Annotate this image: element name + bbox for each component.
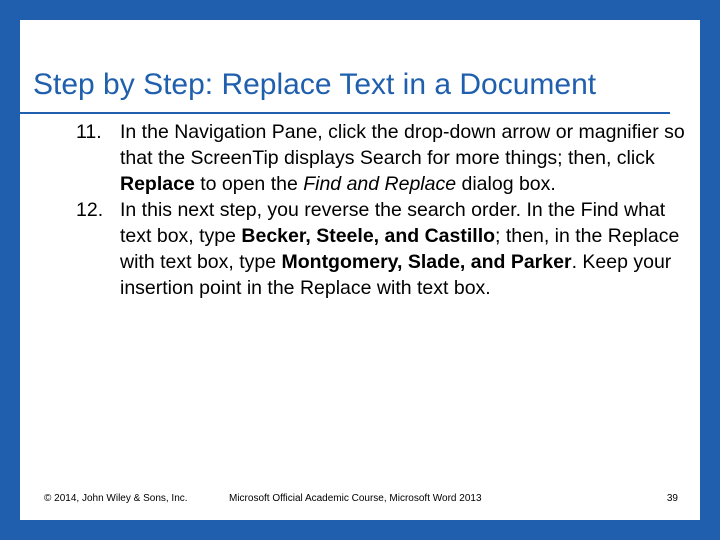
footer-course: Microsoft Official Academic Course, Microsoft Word 2013 — [229, 493, 482, 504]
step-item — [76, 119, 686, 197]
step-number: 11. — [76, 121, 102, 143]
step-text-segment: to open the — [194, 173, 304, 195]
title-divider — [20, 112, 670, 114]
slide-title: Step by Step: Replace Text in a Document — [33, 68, 597, 101]
step-text — [120, 121, 685, 195]
footer-copyright: © 2014, John Wiley & Sons, Inc. — [44, 493, 188, 504]
step-list — [76, 119, 686, 301]
step-text — [120, 199, 679, 299]
step-number: 12. — [76, 199, 104, 221]
step-text-bold: Montgomery, Slade, and Parker — [281, 251, 572, 273]
step-text-segment: dialog box. — [456, 173, 556, 195]
step-item — [76, 197, 686, 301]
step-text-bold: Replace — [120, 173, 195, 195]
step-text-segment: ; then, in the Replace with text box, type — [120, 225, 680, 273]
page-number: 39 — [666, 493, 678, 504]
step-text-segment: In the Navigation Pane, click the drop-down arrow or magnifier so that the ScreenTip displays Search for more things; then, click — [120, 121, 685, 169]
step-text-segment: . Keep your insertion point in the Replace with text box. — [120, 251, 672, 299]
step-text-bold: Becker, Steele, and Castillo — [241, 225, 496, 247]
step-text-italic: Find and Replace — [303, 173, 457, 195]
step-text-segment: In this next step, you reverse the search order. In the Find what text box, type — [120, 199, 666, 247]
